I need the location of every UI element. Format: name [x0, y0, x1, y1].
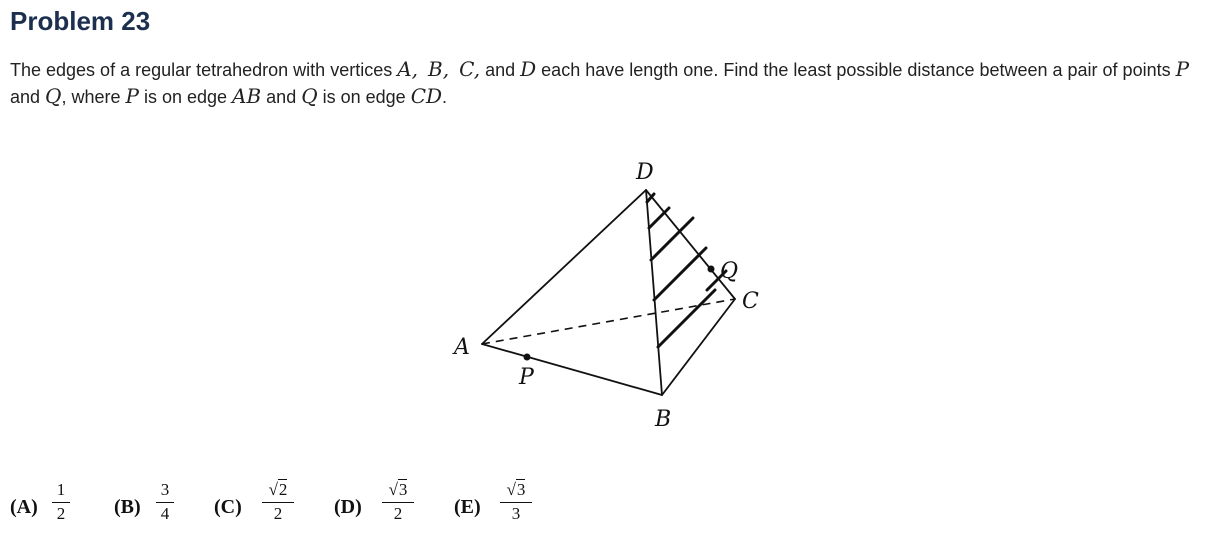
fraction [382, 478, 414, 525]
denominator: 3 [511, 504, 521, 523]
numerator [262, 478, 294, 502]
answer-choices [10, 478, 610, 538]
edge-bc [662, 299, 735, 395]
radicand: 3 [398, 480, 408, 499]
fraction [156, 478, 174, 525]
label-c: C [742, 289, 759, 314]
numerator: 1 [56, 480, 66, 499]
numerator: 3 [160, 480, 170, 499]
point-q-marker [708, 266, 715, 273]
point-q: Q [301, 84, 318, 108]
page-title: Problem 23 [10, 6, 151, 36]
numerator [500, 478, 532, 502]
problem-statement [10, 56, 1200, 110]
vertex-b: B, [428, 57, 450, 81]
edge-ac-hidden [482, 299, 735, 344]
edge-ab [482, 344, 662, 395]
point-p: P [1175, 57, 1190, 81]
choice-label: (C) [214, 496, 242, 518]
sqrt-symbol: √ [388, 480, 398, 499]
vertex-a: A, [397, 57, 419, 81]
problem-text: and [10, 87, 46, 107]
edge-ad [482, 190, 646, 344]
problem-text: , where [61, 87, 126, 107]
problem-text: is on edge [138, 87, 233, 107]
fraction [262, 478, 294, 525]
radicand: 2 [278, 480, 288, 499]
label-p: P [519, 365, 534, 390]
problem-text: is on edge [317, 87, 411, 107]
problem-text: The edges of a regular tetrahedron with vertices [10, 60, 398, 80]
vertex-c: C, [459, 57, 481, 81]
point-q: Q [45, 84, 62, 108]
numerator [382, 478, 414, 502]
fraction [52, 478, 70, 525]
choice-label: (A) [10, 496, 38, 518]
problem-text: and [261, 87, 302, 107]
point-p: P [125, 84, 139, 108]
label-d: D [636, 160, 654, 185]
sqrt-symbol: √ [268, 480, 278, 499]
sqrt-symbol: √ [506, 480, 516, 499]
denominator: 2 [393, 504, 403, 523]
problem-text: and [480, 60, 521, 80]
choice-label: (B) [114, 496, 141, 518]
point-p-marker [524, 354, 531, 361]
problem-text: . [442, 87, 448, 107]
radicand: 3 [516, 480, 526, 499]
problem-text: each have length one. Find the least possible distance between a pair of points [536, 60, 1176, 80]
vertex-d: D [520, 57, 537, 81]
choice-label: (E) [454, 496, 481, 518]
label-b: B [655, 407, 672, 432]
label-q: Q [720, 259, 739, 284]
denominator: 2 [273, 504, 283, 523]
choice-label: (D) [334, 496, 362, 518]
fraction [500, 478, 532, 525]
tetrahedron-figure [440, 150, 780, 440]
label-a: A [454, 335, 470, 360]
denominator: 4 [160, 504, 170, 523]
edge-cd: CD [410, 84, 443, 108]
edge-ab: AB [232, 84, 262, 108]
denominator: 2 [56, 504, 66, 523]
